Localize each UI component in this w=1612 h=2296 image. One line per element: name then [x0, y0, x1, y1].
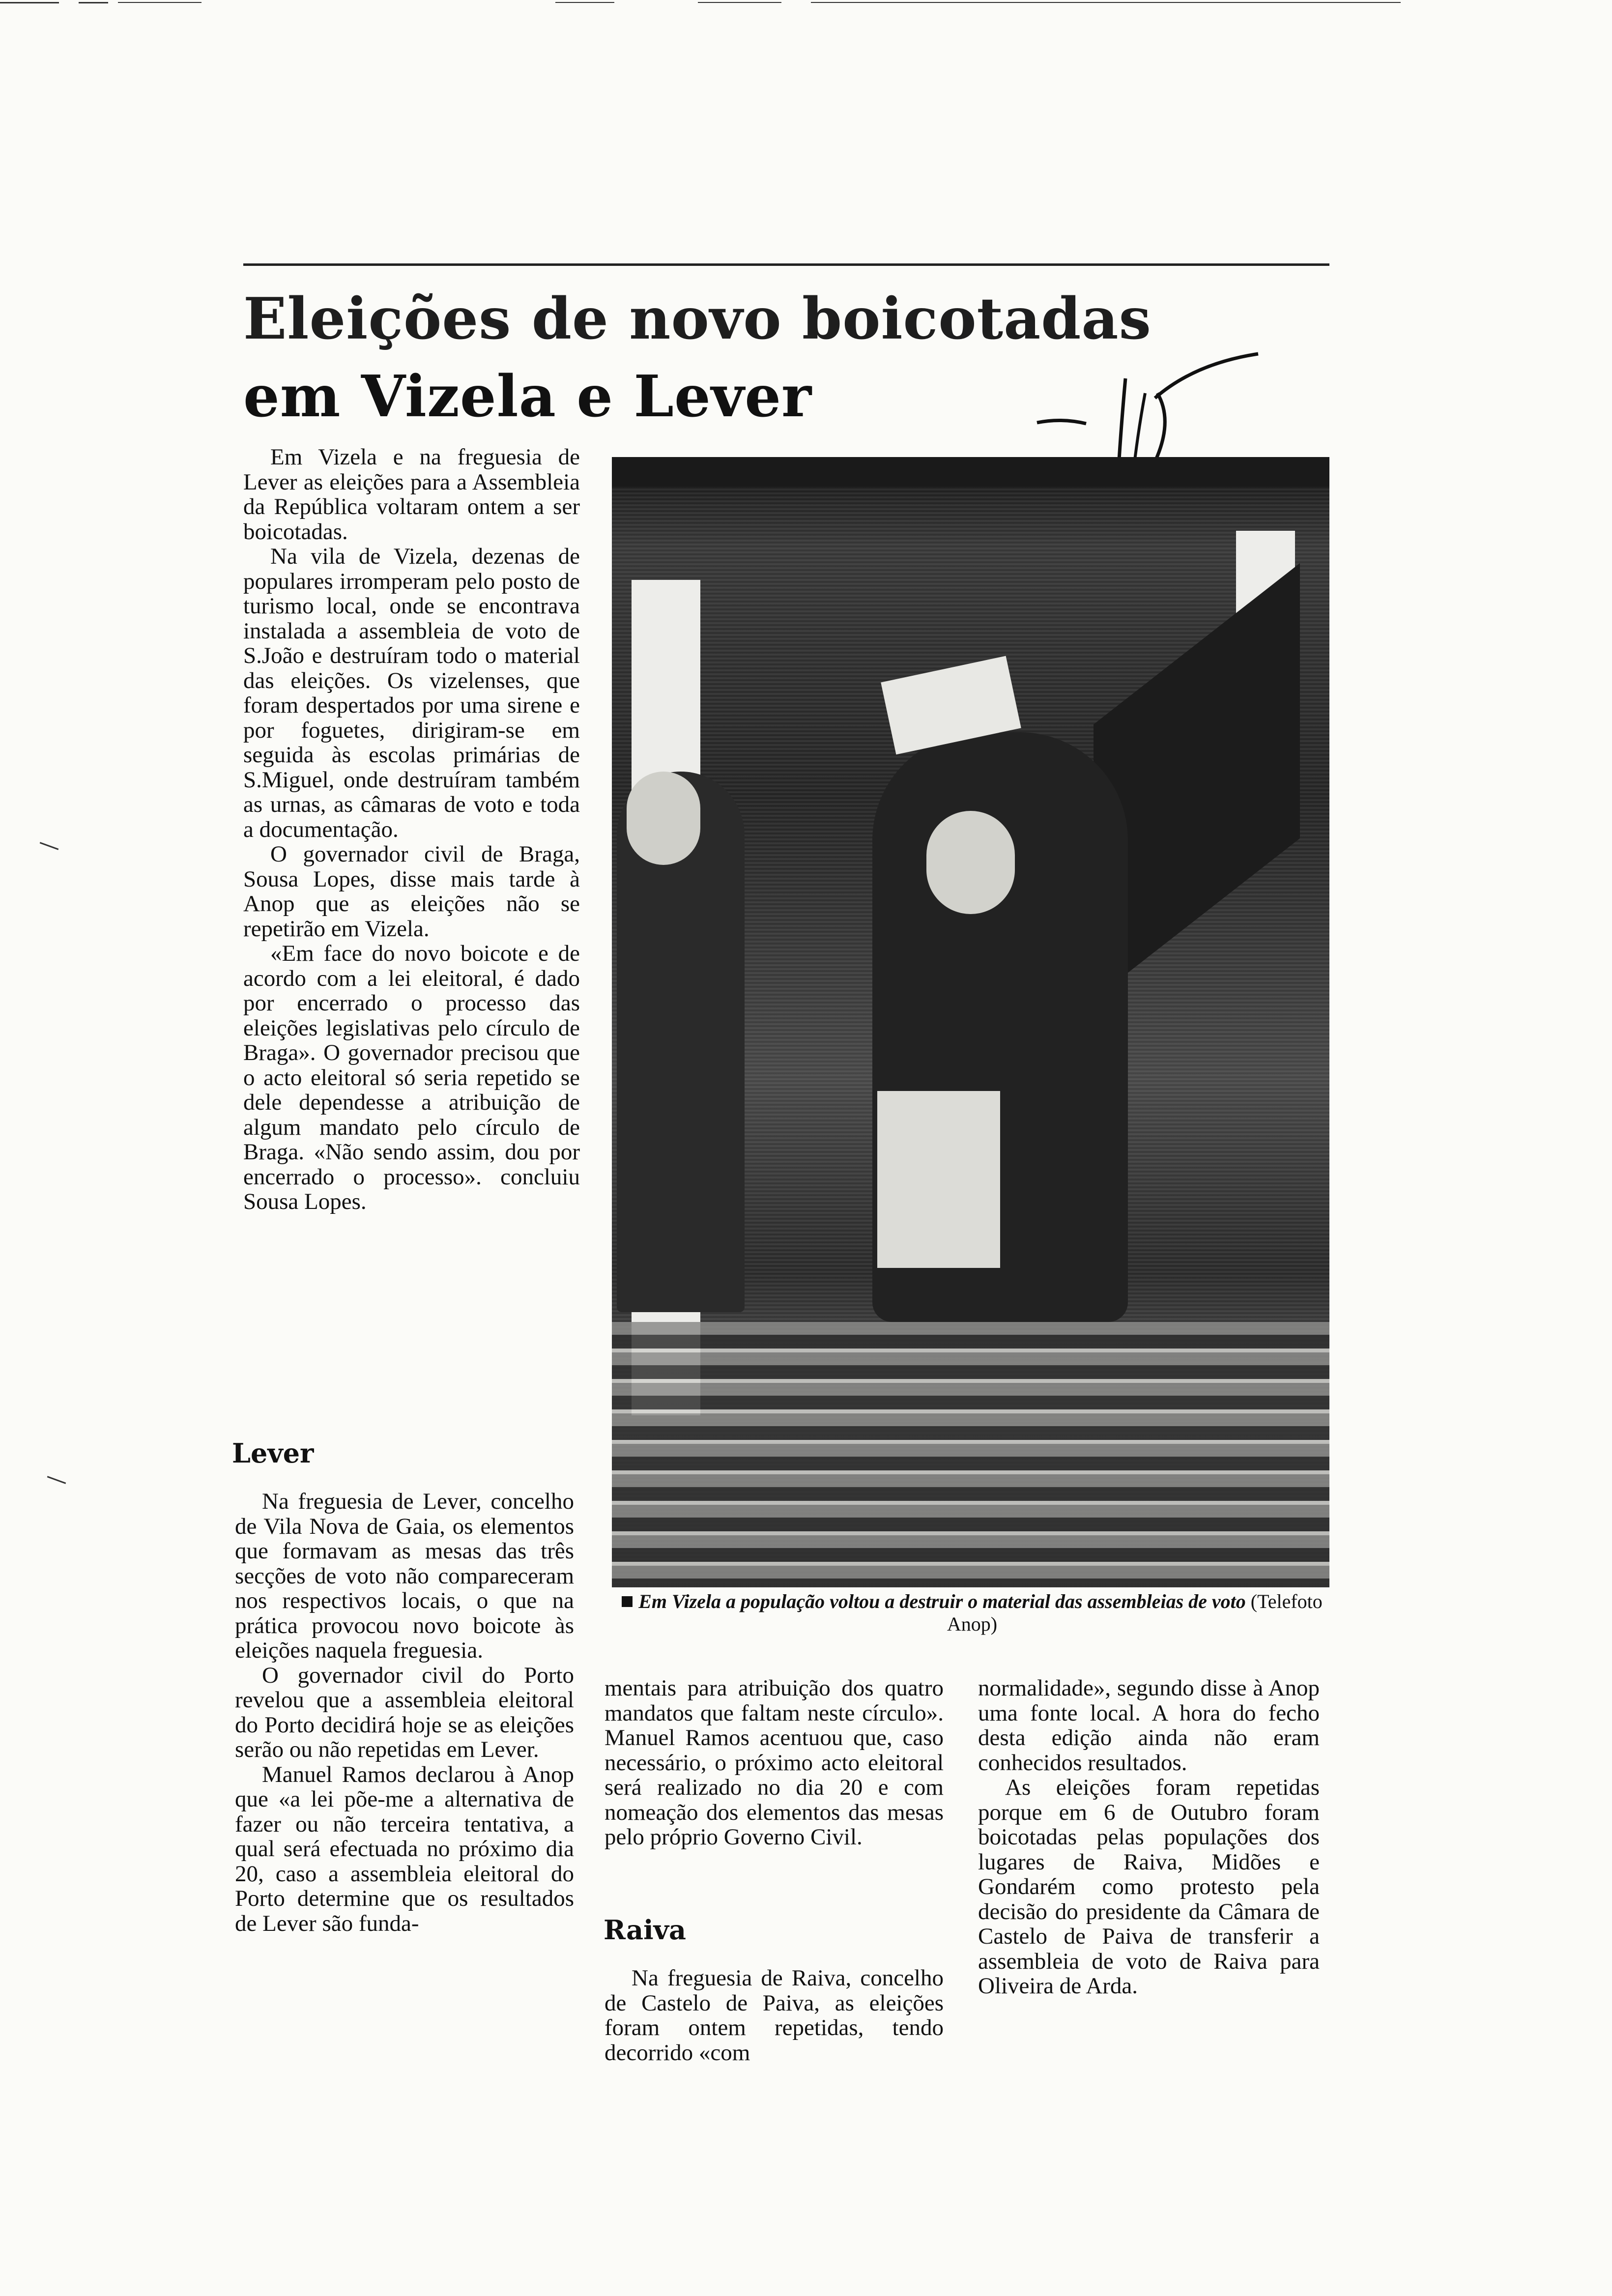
- margin-mark: [40, 842, 59, 850]
- right-column: [978, 1676, 1320, 1999]
- paragraph: Na freguesia de Lever, concelho de Vila Nova de Gaia, os elementos que formavam as mesas das três secções de voto não compareceram nos respectivos locais, o que na prática provocou novo boicote às eleições naquela freguesia.: [235, 1489, 574, 1663]
- caption-credit: (Telefoto Anop): [947, 1590, 1323, 1635]
- lever-column: [235, 1489, 574, 1936]
- margin-mark: [47, 1476, 66, 1484]
- paragraph: mentais para atribuição dos quatro mandatos que faltam neste círculo». Manuel Ramos acentuou que, caso necessário, o próximo acto eleitoral será realizado no dia 20 e com nomeação dos elementos das mesas pelo próprio Governo Civil.: [604, 1675, 944, 1850]
- paragraph: Na freguesia de Raiva, concelho de Castelo de Paiva, as eleições foram ontem repetidas, tendo decorrido «com: [604, 1965, 944, 2066]
- raiva-column: [604, 1966, 944, 2065]
- subhead-raiva: Raiva: [604, 1914, 686, 1946]
- paragraph: normalidade», segundo disse à Anop uma fonte local. A hora do fecho desta edição ainda não eram conhecidos resultados.: [978, 1675, 1320, 1776]
- paragraph: Em Vizela e na freguesia de Lever as eleições para a Assembleia da República voltaram ontem a ser boicotadas.: [243, 444, 580, 545]
- headline: [243, 280, 1167, 435]
- paragraph: As eleições foram repetidas porque em 6 de Outubro foram boicotadas pelas populações dos lugares de Raiva, Midões e Gondarém como protesto pela decisão do presidente da Câmara de Castelo de Paiva de transferir a assembleia de voto de Raiva para Oliveira de Arda.: [978, 1775, 1320, 1999]
- paragraph: «Em face do novo boicote e de acordo com a lei eleitoral, é dado por encerrado o processo das eleições legislativas pelo círculo de Braga». O governador precisou que o acto eleitoral só seria repetido se dele dependesse a atribuição de algum mandato pelo círculo de Braga. «Não sendo assim, dou por encerrado o processo». concluiu Sousa Lopes.: [243, 941, 580, 1214]
- paragraph: O governador civil do Porto revelou que a assembleia eleitoral do Porto decidirá hoje se as eleições serão ou não repetidas em Lever.: [235, 1662, 574, 1762]
- news-photo: [612, 457, 1329, 1587]
- middle-column: [604, 1676, 944, 1850]
- subhead-lever: Lever: [232, 1437, 314, 1469]
- caption-text: Em Vizela a população voltou a destruir o material das assembleias de voto: [638, 1590, 1246, 1612]
- headline-line-2: em Vizela e Lever: [243, 363, 812, 430]
- intro-column: [243, 445, 580, 1214]
- caption-bullet: [622, 1596, 633, 1607]
- scan-edge-marks: [0, 2, 1612, 4]
- paragraph: Manuel Ramos declarou à Anop que «a lei põe-me a alternativa de fazer ou não terceira tentativa, a qual será efectuada no próximo dia 20, caso a assembleia eleitoral do Porto determine que os resultados de Lever são funda-: [235, 1761, 574, 1936]
- paragraph: O governador civil de Braga, Sousa Lopes, disse mais tarde à Anop que as eleições não se repetirão em Vizela.: [243, 841, 580, 942]
- headline-line-1: Eleições de novo boicotadas: [243, 286, 1151, 352]
- photo-caption: [608, 1590, 1336, 1636]
- paragraph: Na vila de Vizela, dezenas de populares irromperam pelo posto de turismo local, onde se encontrava instalada a assembleia de voto de S.João e destruíram todo o material das eleições. Os vizelenses, que foram despertados por uma sirene e por foguetes, dirigiram-se em seguida às escolas primárias de S.Miguel, onde destruíram também as urnas, as câmaras de voto e toda a documentação.: [243, 544, 580, 842]
- top-rule: [243, 263, 1329, 266]
